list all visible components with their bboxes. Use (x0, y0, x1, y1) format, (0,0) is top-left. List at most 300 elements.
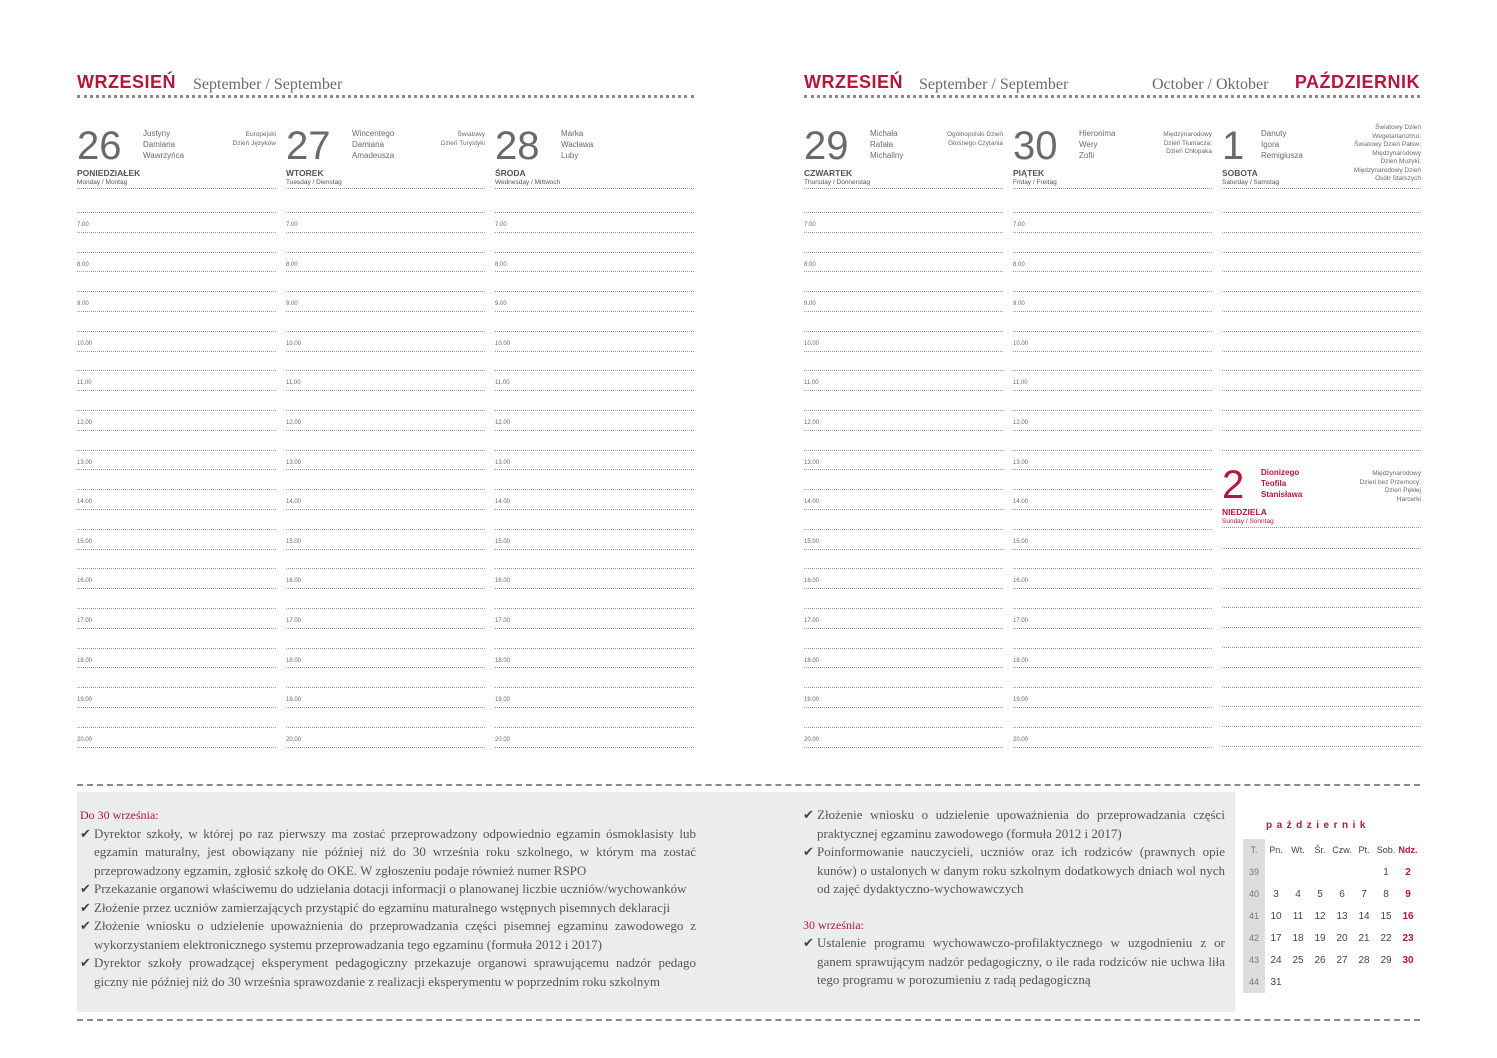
writing-line[interactable] (286, 311, 485, 312)
calendar-day[interactable]: 10 (1270, 910, 1282, 922)
writing-line[interactable] (495, 667, 694, 668)
day-name-translation: Tuesday / Dienstag (286, 179, 485, 189)
calendar-day[interactable]: 8 (1383, 888, 1389, 900)
writing-line[interactable] (1013, 747, 1212, 748)
calendar-weekday-header: T. (1243, 839, 1265, 861)
writing-line[interactable] (495, 331, 694, 332)
writing-line[interactable] (1222, 252, 1421, 253)
writing-line[interactable] (1222, 548, 1421, 549)
writing-line[interactable] (286, 628, 485, 629)
writing-line[interactable] (1013, 271, 1212, 272)
hour-label: 16.00 (1013, 578, 1029, 585)
writing-line[interactable] (286, 588, 485, 589)
writing-line[interactable] (286, 648, 485, 649)
writing-line[interactable] (77, 509, 276, 510)
calendar-day[interactable]: 7 (1361, 888, 1367, 900)
holiday-line: Ogólnopolski Dzień (946, 131, 1003, 138)
writing-line[interactable] (804, 727, 1003, 728)
writing-line[interactable] (1222, 726, 1421, 727)
writing-line[interactable] (77, 549, 276, 550)
hour-label: 8.00 (804, 261, 816, 268)
holiday-line: Światowy (457, 131, 485, 138)
writing-line[interactable] (77, 747, 276, 748)
writing-line[interactable] (1222, 212, 1421, 213)
check-icon: ✔ (80, 955, 91, 970)
writing-line[interactable] (1013, 331, 1212, 332)
writing-line[interactable] (495, 351, 694, 352)
writing-line[interactable] (286, 430, 485, 431)
hour-label: 15.00 (286, 538, 302, 545)
writing-line[interactable] (495, 707, 694, 708)
hour-label: 10.00 (804, 340, 820, 347)
day-name: NIEDZIELA (1222, 507, 1267, 517)
check-icon: ✔ (80, 825, 91, 841)
hour-label: 17.00 (1013, 618, 1029, 624)
writing-line[interactable] (1013, 390, 1212, 391)
calendar-day[interactable]: 16 (1402, 910, 1414, 922)
writing-line[interactable] (495, 608, 694, 609)
writing-line[interactable] (804, 351, 1003, 352)
writing-line[interactable] (804, 509, 1003, 510)
calendar-day[interactable]: 29 (1380, 954, 1392, 966)
writing-line[interactable] (804, 450, 1003, 451)
notes-list-2 (803, 806, 1225, 899)
writing-line[interactable] (77, 588, 276, 589)
writing-line[interactable] (495, 450, 694, 451)
next-month-title: PAŹDZIERNIK (1294, 72, 1420, 92)
calendar-day[interactable]: 21 (1358, 932, 1370, 944)
check-icon: ✔ (80, 881, 91, 896)
writing-line[interactable] (1013, 608, 1212, 609)
calendar-day[interactable]: 30 (1402, 954, 1414, 966)
writing-line[interactable] (1013, 549, 1212, 550)
writing-line[interactable] (286, 469, 485, 470)
hour-label: 12.00 (495, 420, 511, 426)
checklist-text: Złożenie przez uczniów zamierzających przystąpić do egzaminu maturalnego wstępnych pisemnych deklaracji (94, 899, 671, 915)
writing-line[interactable] (495, 747, 694, 748)
calendar-day (1353, 971, 1375, 993)
day-name-translation: Sunday / Sonntag (1222, 518, 1421, 528)
calendar-day[interactable]: 18 (1292, 932, 1304, 944)
hour-label: 19.00 (1013, 697, 1029, 704)
writing-line[interactable] (77, 707, 276, 708)
writing-line[interactable] (1013, 232, 1212, 233)
writing-line[interactable] (804, 529, 1003, 530)
calendar-week-row (1243, 861, 1419, 883)
writing-line[interactable] (1013, 707, 1212, 708)
writing-line[interactable] (804, 588, 1003, 589)
calendar-day[interactable]: 3 (1273, 888, 1279, 900)
writing-line[interactable] (804, 707, 1003, 708)
writing-line[interactable] (286, 410, 485, 411)
writing-line[interactable] (77, 271, 276, 272)
hour-label: 16.00 (495, 578, 511, 585)
writing-line[interactable] (1222, 687, 1421, 688)
writing-line[interactable] (1222, 331, 1421, 332)
writing-line[interactable] (804, 608, 1003, 609)
writing-line[interactable] (286, 529, 485, 530)
calendar-week-row (1243, 971, 1419, 993)
calendar-weekday-header: Czw. (1332, 845, 1352, 855)
calendar-day[interactable]: 6 (1339, 888, 1345, 900)
writing-line[interactable] (804, 628, 1003, 629)
writing-line[interactable] (1013, 529, 1212, 530)
writing-line[interactable] (1013, 212, 1212, 213)
writing-line[interactable] (1013, 351, 1212, 352)
writing-line[interactable] (286, 608, 485, 609)
hour-label: 12.00 (1013, 420, 1029, 426)
writing-line[interactable] (1013, 568, 1212, 569)
day-number: 28 (495, 124, 540, 168)
hour-label: 9.00 (1013, 301, 1025, 308)
holiday-line: Międzynarodowy (1372, 149, 1421, 157)
name-days (1079, 128, 1115, 161)
hour-label: 9.00 (77, 301, 89, 308)
writing-line[interactable] (495, 271, 694, 272)
holiday-line: Międzynarodowy Dzień (1353, 166, 1421, 174)
writing-line[interactable] (495, 469, 694, 470)
mini-calendar-title: październik (1266, 820, 1370, 831)
hour-label: 13.00 (286, 459, 302, 466)
checklist-text: Złożenie wniosku o udzielenie upoważnienia do przeprowadzania części praktycznej egzaminu zawodowego (formuła 2012 i 2017) (817, 807, 1225, 841)
writing-line[interactable] (77, 232, 276, 233)
name-day: Zofii (1079, 151, 1095, 160)
notes-top-separator (77, 784, 1420, 786)
writing-line[interactable] (804, 747, 1003, 748)
checklist-item (80, 899, 696, 918)
writing-line[interactable] (1013, 588, 1212, 589)
calendar-day[interactable]: 26 (1314, 954, 1326, 966)
check-icon: ✔ (803, 935, 814, 950)
writing-line[interactable] (495, 727, 694, 728)
writing-line[interactable] (1013, 469, 1212, 470)
hour-label: 7.00 (804, 222, 816, 228)
writing-line[interactable] (495, 588, 694, 589)
writing-line[interactable] (1013, 509, 1212, 510)
writing-line[interactable] (77, 212, 276, 213)
hour-label: 7.00 (77, 222, 89, 228)
calendar-day (1375, 971, 1397, 993)
writing-line[interactable] (77, 331, 276, 332)
writing-line[interactable] (77, 648, 276, 649)
writing-line[interactable] (77, 529, 276, 530)
writing-line[interactable] (77, 311, 276, 312)
writing-line[interactable] (804, 252, 1003, 253)
notes-left-column (80, 806, 696, 991)
writing-line[interactable] (1222, 370, 1421, 371)
calendar-day[interactable]: 17 (1270, 932, 1282, 944)
writing-line[interactable] (804, 667, 1003, 668)
calendar-day[interactable]: 15 (1380, 910, 1392, 922)
calendar-day[interactable]: 5 (1317, 888, 1323, 900)
writing-line[interactable] (495, 370, 694, 371)
calendar-day[interactable]: 1 (1383, 866, 1389, 878)
writing-line[interactable] (804, 390, 1003, 391)
day-name: WTOREK (286, 168, 324, 178)
writing-line[interactable] (1013, 687, 1212, 688)
writing-line[interactable] (495, 410, 694, 411)
writing-line[interactable] (1013, 648, 1212, 649)
writing-line[interactable] (1013, 667, 1212, 668)
writing-line[interactable] (286, 687, 485, 688)
hour-label: 16.00 (77, 578, 93, 585)
day-name-translation: Friday / Freitag (1013, 179, 1212, 189)
writing-line[interactable] (77, 252, 276, 253)
hour-label: 12.00 (77, 420, 93, 426)
calendar-day (1287, 971, 1309, 993)
writing-line[interactable] (77, 370, 276, 371)
name-day: Luby (561, 151, 579, 160)
calendar-day[interactable]: 24 (1270, 954, 1282, 966)
hour-label: 15.00 (495, 538, 511, 545)
writing-line[interactable] (1222, 568, 1421, 569)
writing-line[interactable] (804, 687, 1003, 688)
writing-line[interactable] (286, 331, 485, 332)
calendar-day[interactable]: 4 (1295, 888, 1301, 900)
name-days (352, 128, 394, 161)
writing-line[interactable] (495, 687, 694, 688)
writing-line[interactable] (804, 489, 1003, 490)
calendar-week-row (1243, 883, 1419, 905)
calendar-day[interactable]: 19 (1314, 932, 1326, 944)
hour-label: 13.00 (495, 459, 511, 466)
writing-line[interactable] (286, 727, 485, 728)
checklist-item (80, 954, 696, 991)
calendar-day[interactable]: 31 (1270, 976, 1282, 988)
day-column-26 (77, 126, 276, 766)
hour-label: 16.00 (286, 578, 302, 585)
writing-line[interactable] (1222, 706, 1421, 707)
name-days (561, 128, 593, 161)
check-icon: ✔ (80, 899, 91, 915)
writing-line[interactable] (804, 568, 1003, 569)
right-page-header (804, 72, 1420, 98)
writing-line[interactable] (1222, 588, 1421, 589)
writing-line[interactable] (77, 390, 276, 391)
writing-line[interactable] (286, 370, 485, 371)
writing-line[interactable] (495, 489, 694, 490)
writing-line[interactable] (495, 390, 694, 391)
writing-line[interactable] (1222, 430, 1421, 431)
writing-line[interactable] (1222, 607, 1421, 608)
writing-line[interactable] (286, 390, 485, 391)
calendar-week-number: 39 (1243, 861, 1265, 883)
writing-line[interactable] (804, 410, 1003, 411)
writing-line[interactable] (77, 608, 276, 609)
holiday-line: Międzynarodowy (1372, 470, 1421, 477)
calendar-day[interactable]: 22 (1380, 932, 1392, 944)
writing-line[interactable] (1222, 271, 1421, 272)
calendar-week-number: 40 (1243, 883, 1265, 905)
holiday-line: Światowy Dzień (1375, 124, 1421, 131)
writing-line[interactable] (77, 687, 276, 688)
hour-label: 10.00 (77, 340, 93, 347)
writing-line[interactable] (286, 509, 485, 510)
hour-label: 14.00 (286, 499, 302, 506)
calendar-week-row (1243, 905, 1419, 927)
holiday-line: Światowy Dzień Pałśw; (1354, 141, 1421, 148)
hour-label: 20.00 (77, 736, 93, 743)
calendar-day[interactable]: 20 (1336, 932, 1348, 944)
checklist-item (803, 934, 1225, 990)
writing-line[interactable] (286, 450, 485, 451)
checklist-text: Poinformowanie nauczycieli, uczniów oraz ich rodziców (prawnych opie kunów) o ustalonych w danym roku szkolnym dodatkowych dniach wol nych od zajęć dydaktyczno-wychowawczych (817, 844, 1225, 896)
calendar-day[interactable]: 28 (1358, 954, 1370, 966)
holiday-line: Dzień bez Przemocy; (1359, 478, 1421, 486)
writing-line[interactable] (1222, 351, 1421, 352)
writing-line[interactable] (495, 232, 694, 233)
calendar-day[interactable]: 9 (1405, 888, 1411, 900)
calendar-day[interactable]: 27 (1336, 954, 1348, 966)
name-day: Teofila (1261, 479, 1287, 488)
hour-label: 12.00 (804, 420, 820, 426)
writing-line[interactable] (1013, 727, 1212, 728)
checklist-item (80, 917, 696, 954)
writing-line[interactable] (286, 568, 485, 569)
writing-line[interactable] (495, 628, 694, 629)
writing-line[interactable] (495, 291, 694, 292)
hour-label: 7.00 (286, 222, 298, 228)
name-day: Marka (561, 129, 584, 138)
writing-line[interactable] (495, 311, 694, 312)
writing-line[interactable] (77, 568, 276, 569)
name-day: Wacława (561, 140, 594, 149)
writing-line[interactable] (77, 727, 276, 728)
hour-label: 7.00 (495, 222, 507, 228)
notes-bottom-separator (77, 1019, 1420, 1021)
hour-label: 10.00 (286, 340, 302, 347)
writing-line[interactable] (804, 648, 1003, 649)
hour-label: 8.00 (1013, 261, 1025, 268)
writing-line[interactable] (77, 291, 276, 292)
writing-line[interactable] (77, 410, 276, 411)
writing-line[interactable] (804, 232, 1003, 233)
calendar-day[interactable]: 25 (1292, 954, 1304, 966)
writing-line[interactable] (286, 707, 485, 708)
writing-line[interactable] (804, 311, 1003, 312)
writing-line[interactable] (1013, 628, 1212, 629)
writing-line[interactable] (1013, 311, 1212, 312)
writing-line[interactable] (804, 430, 1003, 431)
left-month-subtitle: September / September (193, 76, 343, 93)
holiday-line: Dzień Pękłej (1384, 487, 1421, 494)
day-column-29 (804, 126, 1003, 766)
writing-line[interactable] (804, 212, 1003, 213)
calendar-weekday-header: Wt. (1291, 845, 1305, 855)
name-days (870, 128, 903, 161)
holiday-line: Wegetarianizmu; (1372, 132, 1421, 140)
writing-line[interactable] (77, 489, 276, 490)
hour-label: 13.00 (1013, 459, 1029, 466)
writing-line[interactable] (1222, 627, 1421, 628)
writing-line[interactable] (804, 549, 1003, 550)
writing-line[interactable] (1013, 489, 1212, 490)
day-name: PIĄTEK (1013, 168, 1045, 178)
writing-line[interactable] (804, 331, 1003, 332)
writing-line[interactable] (804, 291, 1003, 292)
writing-line[interactable] (1222, 410, 1421, 411)
hour-label: 18.00 (804, 657, 820, 664)
writing-line[interactable] (495, 549, 694, 550)
writing-line[interactable] (77, 469, 276, 470)
writing-line[interactable] (286, 232, 485, 233)
calendar-week-number: 44 (1243, 971, 1265, 993)
name-day: Wawrzyńca (143, 151, 185, 160)
calendar-day[interactable]: 12 (1314, 910, 1326, 922)
writing-line[interactable] (77, 450, 276, 451)
writing-line[interactable] (77, 351, 276, 352)
name-day: Danuty (1261, 129, 1287, 138)
writing-line[interactable] (286, 489, 485, 490)
writing-line[interactable] (1013, 370, 1212, 371)
writing-line[interactable] (1222, 450, 1421, 451)
writing-line[interactable] (495, 252, 694, 253)
writing-line[interactable] (804, 469, 1003, 470)
writing-line[interactable] (286, 271, 485, 272)
name-day: Damiana (143, 140, 176, 149)
writing-line[interactable] (286, 291, 485, 292)
calendar-week-number: 42 (1243, 927, 1265, 949)
writing-line[interactable] (804, 370, 1003, 371)
name-days (1261, 128, 1303, 161)
calendar-day[interactable]: 13 (1336, 910, 1348, 922)
name-days (143, 128, 184, 161)
writing-line[interactable] (1013, 450, 1212, 451)
writing-line[interactable] (286, 747, 485, 748)
writing-line[interactable] (286, 667, 485, 668)
writing-line[interactable] (77, 667, 276, 668)
writing-line[interactable] (495, 648, 694, 649)
calendar-day[interactable]: 23 (1402, 932, 1414, 944)
writing-line[interactable] (77, 628, 276, 629)
writing-line[interactable] (1222, 647, 1421, 648)
name-day: Wincentego (352, 129, 395, 138)
writing-line[interactable] (1222, 311, 1421, 312)
day-name: ŚRODA (495, 168, 526, 178)
writing-line[interactable] (1222, 746, 1421, 747)
calendar-week-row (1243, 949, 1419, 971)
writing-line[interactable] (286, 212, 485, 213)
writing-line[interactable] (1222, 390, 1421, 391)
writing-line[interactable] (1222, 232, 1421, 233)
writing-line[interactable] (286, 549, 485, 550)
writing-line[interactable] (77, 430, 276, 431)
writing-line[interactable] (495, 568, 694, 569)
writing-line[interactable] (1013, 410, 1212, 411)
calendar-day[interactable]: 11 (1292, 910, 1304, 922)
calendar-day[interactable]: 14 (1358, 910, 1370, 922)
writing-line[interactable] (495, 430, 694, 431)
hour-label: 19.00 (286, 697, 302, 704)
writing-line[interactable] (286, 351, 485, 352)
writing-line[interactable] (1013, 430, 1212, 431)
writing-line[interactable] (286, 252, 485, 253)
hour-label: 10.00 (495, 340, 511, 347)
writing-line[interactable] (804, 271, 1003, 272)
name-day: Igora (1261, 140, 1280, 149)
calendar-day[interactable]: 2 (1405, 866, 1411, 878)
day-column-2 (1222, 465, 1421, 755)
writing-line[interactable] (495, 529, 694, 530)
day-column-30 (1013, 126, 1212, 766)
writing-line[interactable] (495, 509, 694, 510)
writing-line[interactable] (495, 212, 694, 213)
writing-line[interactable] (1222, 667, 1421, 668)
writing-line[interactable] (1222, 291, 1421, 292)
writing-line[interactable] (1013, 291, 1212, 292)
name-day: Justyny (143, 129, 171, 138)
writing-line[interactable] (1013, 252, 1212, 253)
